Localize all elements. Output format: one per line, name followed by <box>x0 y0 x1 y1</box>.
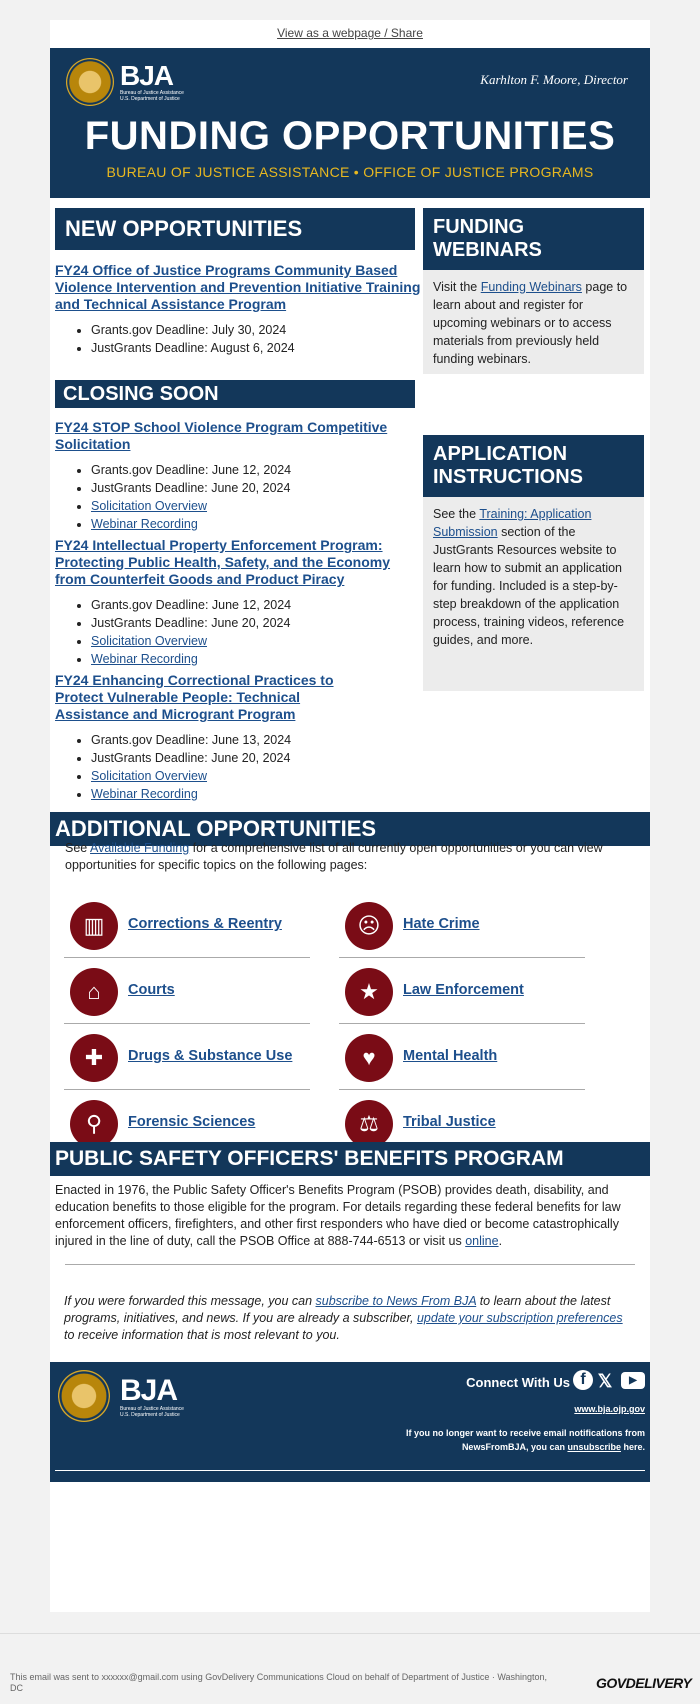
webinar-recording-link[interactable]: Webinar Recording <box>91 517 198 531</box>
subscribe-link[interactable]: subscribe to News From BJA <box>315 1294 477 1308</box>
webinars-text: Visit the <box>433 280 481 294</box>
instructions-text: See the <box>433 507 480 521</box>
youtube-icon[interactable]: ▶ <box>621 1372 645 1389</box>
topic-item[interactable] <box>339 1028 585 1090</box>
forwarded-text: If you were forwarded this message, you can <box>64 1294 316 1308</box>
unsub-text: If you no longer want to receive email notifications from NewsFromBJA, you can <box>405 1428 645 1452</box>
footer <box>50 1362 650 1482</box>
grants-deadline: • Grants.gov Deadline: June 13, 2024 <box>91 731 370 749</box>
solicitation-overview-link[interactable]: Solicitation Overview <box>91 499 208 513</box>
clipboard-pill-icon: ✚ <box>70 1034 118 1082</box>
x-twitter-icon[interactable]: 𝕏 <box>597 1371 613 1391</box>
connect-with-us: Connect With Us <box>466 1375 570 1390</box>
topic-item[interactable] <box>64 896 310 958</box>
opportunity-title-link[interactable]: FY24 Intellectual Property Enforcement Program: Protecting Public Health, Safety, and the Economy from Counterfeit Goods and Product Piracy <box>55 537 391 587</box>
facebook-icon[interactable]: f <box>573 1370 593 1390</box>
justgrants-deadline: • JustGrants Deadline: August 6, 2024 <box>91 339 440 357</box>
topic-link-tribal-justice[interactable]: Tribal Justice <box>403 1114 496 1130</box>
closing-item <box>55 537 400 668</box>
govdelivery-divider <box>0 1633 700 1634</box>
topic-link-corrections[interactable]: Corrections & Reentry <box>128 916 282 932</box>
intro-text-after: for a comprehensive list of all currently open opportunities or you can view opportunities for specific topics on the following pages: <box>65 841 603 872</box>
application-instructions-heading: APPLICATION INSTRUCTIONS <box>423 435 644 497</box>
topic-link-forensic[interactable]: Forensic Sciences <box>128 1114 256 1130</box>
head-alert-icon: ☹ <box>345 902 393 950</box>
intro-text: See <box>65 841 91 855</box>
forwarded-text-3: to receive information that is most relevant to you. <box>64 1328 340 1342</box>
psob-end: . <box>498 1234 503 1248</box>
divider <box>65 1264 635 1265</box>
director-name: Karhlton F. Moore, Director <box>480 72 628 87</box>
funding-webinars-heading: FUNDING WEBINARS <box>423 208 644 270</box>
justgrants-deadline: • JustGrants Deadline: June 20, 2024 <box>91 749 370 767</box>
closing-item <box>55 419 400 533</box>
topic-item[interactable] <box>339 962 585 1024</box>
psob-online-link[interactable]: online <box>465 1234 499 1248</box>
solicitation-overview-link[interactable]: Solicitation Overview <box>91 634 208 648</box>
available-funding-link[interactable]: Available Funding <box>90 841 190 855</box>
funding-webinars-link[interactable]: Funding Webinars <box>480 280 582 294</box>
bja-website-link[interactable]: www.bja.ojp.gov <box>574 1404 645 1414</box>
psob-text <box>55 1182 645 1250</box>
page-title: FUNDING OPPORTUNITIES <box>84 114 616 158</box>
doj-seal-icon <box>66 58 114 106</box>
bja-footer-logo <box>120 1376 184 1418</box>
application-instructions-box <box>423 497 644 691</box>
bja-logo-subtext-dept: U.S. Department of Justice <box>120 1412 180 1418</box>
doj-seal-icon <box>58 1370 110 1422</box>
footer-divider <box>55 1470 645 1471</box>
unsubscribe-link[interactable]: unsubscribe <box>567 1442 621 1452</box>
psob-heading: PUBLIC SAFETY OFFICERS' BENEFITS PROGRAM <box>50 1142 650 1176</box>
update-preferences-link[interactable]: update your subscription preferences <box>416 1311 623 1325</box>
bja-logo-text: BJA <box>120 1374 178 1407</box>
view-as-webpage <box>50 26 650 40</box>
additional-opportunities-heading: ADDITIONAL OPPORTUNITIES <box>50 812 650 846</box>
gavel-icon: ⚖ <box>345 1100 393 1148</box>
webinars-text-after: page to learn about and register for upcoming webinars or to access materials from previously held funding webinars. <box>433 280 628 366</box>
grants-deadline: • Grants.gov Deadline: June 12, 2024 <box>91 461 400 479</box>
courthouse-icon: ⌂ <box>70 968 118 1016</box>
additional-intro <box>65 840 635 874</box>
magnifier-icon: ⚲ <box>70 1100 118 1148</box>
instructions-text-after: section of the JustGrants Resources website to learn how to submit an application for funding. Included is a step-by-step breakdown of the application process, training videos, reference guides, and more. <box>433 525 625 647</box>
new-opportunity-item <box>55 262 440 357</box>
closing-item <box>55 672 370 803</box>
grants-deadline: • Grants.gov Deadline: July 30, 2024 <box>91 321 440 339</box>
topic-item[interactable] <box>339 896 585 958</box>
topic-link-hate-crime[interactable]: Hate Crime <box>403 916 480 932</box>
closing-soon-heading: CLOSING SOON <box>55 380 415 408</box>
opportunity-title-link[interactable]: FY24 Office of Justice Programs Community Based Violence Intervention and Prevention Initiative Training and Technical Assistance Program <box>55 262 421 312</box>
bja-logo-subtext: Bureau of Justice Assistance <box>120 90 184 96</box>
bja-logo-subtext-dept: U.S. Department of Justice <box>120 96 180 102</box>
topic-item[interactable] <box>64 962 310 1024</box>
unsub-text-after: here. <box>620 1442 645 1452</box>
psob-body: Enacted in 1976, the Public Safety Officer's Benefits Program (PSOB) provides death, disability, and education benefits to those eligible for the program. For details regarding these federal benefits for law enforcement officers, firefighters, and other first responders who have died or become catastrophically injured in the line of duty, call the PSOB Office at 888-744-6513 or visit us <box>55 1183 621 1248</box>
building-icon: ▥ <box>70 902 118 950</box>
justgrants-deadline: • JustGrants Deadline: June 20, 2024 <box>91 479 400 497</box>
forwarded-text-2: to learn about the latest programs, initiatives, and news. If you are already a subscriber, <box>64 1294 611 1325</box>
topic-link-drugs[interactable]: Drugs & Substance Use <box>128 1048 293 1064</box>
opportunity-title-link[interactable]: FY24 Enhancing Correctional Practices to Protect Vulnerable People: Technical Assistance and Microgrant Program <box>55 672 334 722</box>
page-subtitle: BUREAU OF JUSTICE ASSISTANCE • OFFICE OF JUSTICE PROGRAMS <box>106 164 594 180</box>
topic-link-mental-health[interactable]: Mental Health <box>403 1048 498 1064</box>
topic-item[interactable] <box>64 1028 310 1090</box>
head-heart-icon: ♥ <box>345 1034 393 1082</box>
topic-link-law-enforcement[interactable]: Law Enforcement <box>403 982 524 998</box>
bja-logo-subtext: Bureau of Justice Assistance <box>120 1406 184 1412</box>
forwarded-message <box>64 1293 636 1344</box>
email-container <box>50 20 650 1612</box>
view-webpage-link[interactable]: View as a webpage / Share <box>277 26 423 40</box>
govdelivery-logo: GOVDELIVERY <box>596 1675 692 1691</box>
training-application-link[interactable]: Training: Application Submission <box>433 507 592 539</box>
govdelivery-text: This email was sent to xxxxxx@gmail.com using GovDelivery Communications Cloud on behalf of Department of Justice · Washington, DC <box>10 1672 548 1693</box>
funding-webinars-box <box>423 270 644 374</box>
topic-link-courts[interactable]: Courts <box>128 982 175 998</box>
grants-deadline: • Grants.gov Deadline: June 12, 2024 <box>91 596 400 614</box>
badge-icon: ★ <box>345 968 393 1016</box>
solicitation-overview-link[interactable]: Solicitation Overview <box>91 769 208 783</box>
bja-logo <box>120 62 184 102</box>
unsubscribe-text <box>385 1426 645 1454</box>
header-banner <box>50 48 650 198</box>
bja-logo-text: BJA <box>120 60 174 91</box>
new-opportunities-heading: NEW OPPORTUNITIES <box>55 208 415 250</box>
opportunity-title-link[interactable]: FY24 STOP School Violence Program Competitive Solicitation <box>55 419 388 452</box>
webinar-recording-link[interactable]: Webinar Recording <box>91 652 198 666</box>
webinar-recording-link[interactable]: Webinar Recording <box>91 787 198 801</box>
justgrants-deadline: • JustGrants Deadline: June 20, 2024 <box>91 614 400 632</box>
